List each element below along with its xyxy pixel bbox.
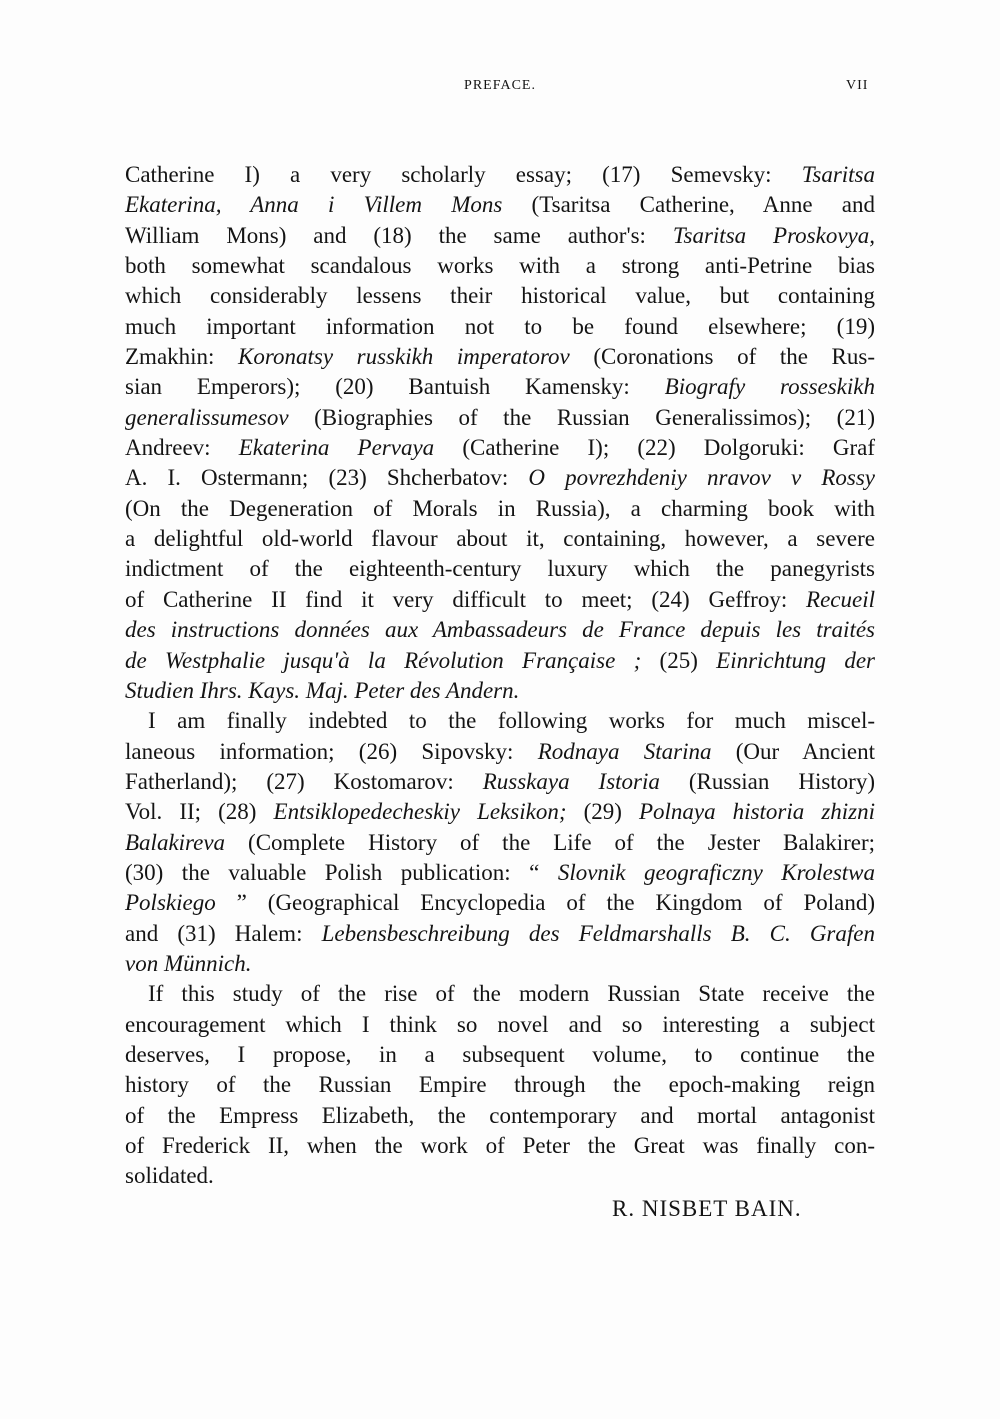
body-text: William Mons) and (18) the same author's:	[125, 222, 673, 248]
text-line	[125, 646, 875, 676]
text-line	[125, 312, 875, 342]
italic-title-text: Ekaterina Pervaya	[238, 435, 435, 461]
text-line	[125, 1010, 875, 1040]
italic-title-text: Rodnaya Starina	[537, 738, 712, 764]
body-text: (On the Degeneration of Morals in Russia), a charming book with	[125, 495, 875, 521]
body-text: history of the Russian Empire through the epoch-making reign	[125, 1072, 875, 1098]
body-text: Fatherland); (27) Kostomarov:	[125, 768, 483, 794]
author-signature: R. NISBET BAIN.	[612, 1196, 802, 1221]
italic-title-text: Russkaya Istoria	[482, 768, 660, 794]
italic-title-text: Einrichtung der	[716, 647, 875, 673]
italic-title-text: von Münnich.	[125, 950, 252, 976]
running-header-title: PREFACE.	[464, 78, 536, 93]
text-line	[125, 372, 875, 402]
text-line	[125, 979, 875, 1009]
italic-title-text: Lebensbeschreibung des Feldmarshalls B. C. Grafen	[321, 920, 875, 946]
text-line	[125, 706, 875, 736]
body-text: indictment of the eighteenth-century luxury which the panegyrists	[125, 556, 875, 582]
text-line	[125, 1131, 875, 1161]
italic-title-text: Entsiklopedecheskiy Leksikon;	[273, 799, 567, 825]
italic-title-text: Recueil	[806, 586, 875, 612]
text-line	[125, 160, 875, 190]
italic-title-text: generalissumesov	[125, 404, 289, 430]
body-text: both somewhat scandalous works with a strong anti-Petrine bias	[125, 253, 875, 279]
text-line	[125, 403, 875, 433]
text-line	[125, 676, 875, 706]
text-line	[125, 828, 875, 858]
text-line	[125, 1040, 875, 1070]
text-line	[125, 585, 875, 615]
text-line	[125, 615, 875, 645]
text-line	[125, 342, 875, 372]
body-text: laneous information; (26) Sipovsky:	[125, 738, 538, 764]
text-line	[125, 251, 875, 281]
text-line	[125, 737, 875, 767]
body-text: A. I. Ostermann; (23) Shcherbatov:	[125, 465, 529, 491]
body-text: a delightful old-world flavour about it, containing, however, a severe	[125, 526, 875, 552]
text-line	[125, 1101, 875, 1131]
body-text: (Our Ancient	[711, 738, 876, 764]
body-text: (Catherine I); (22) Dolgoruki: Graf	[434, 435, 876, 461]
body-text: (Complete History of the Life of the Jester Balakirer;	[225, 829, 875, 855]
italic-title-text: Studien Ihrs. Kays. Maj. Peter des Andern.	[125, 677, 520, 703]
page-number: VII	[846, 78, 869, 93]
body-text: (25)	[641, 647, 717, 673]
italic-title-text: Tsaritsa Proskovya,	[672, 222, 875, 248]
text-line	[125, 554, 875, 584]
italic-title-text: Biografy rosseskikh	[664, 374, 875, 400]
text-line	[125, 949, 875, 979]
italic-title-text: Tsaritsa	[801, 162, 875, 187]
body-text: Zmakhin:	[125, 344, 239, 370]
body-text: (Russian History)	[659, 768, 875, 794]
italic-title-text: de Westphalie jusqu'à la Révolution Française ;	[125, 647, 642, 673]
body-text: of Frederick II, when the work of Peter the Great was finally con-	[125, 1133, 875, 1158]
body-text: of the Empress Elizabeth, the contemporary and mortal antagonist	[125, 1102, 875, 1128]
text-line	[125, 433, 875, 463]
text-line	[125, 858, 875, 888]
body-text: deserves, I propose, in a subsequent volume, to continue the	[125, 1041, 875, 1067]
body-text: Vol. II; (28)	[125, 799, 274, 825]
text-line	[125, 281, 875, 311]
text-line	[125, 494, 875, 524]
body-text: sian Emperors); (20) Bantuish Kamensky:	[125, 374, 665, 400]
body-text: solidated.	[125, 1163, 214, 1189]
text-line	[125, 1161, 875, 1191]
text-line	[125, 919, 875, 949]
body-text: (Coronations of the Rus-	[569, 344, 875, 370]
text-line	[125, 797, 875, 827]
text-line	[125, 190, 875, 220]
text-line	[125, 767, 875, 797]
body-text: Catherine I) a very scholarly essay; (17) Semevsky:	[125, 162, 802, 187]
text-line	[125, 524, 875, 554]
body-text: If this study of the rise of the modern Russian State receive the	[125, 981, 875, 1007]
italic-title-text: O povrezhdeniy nravov v Rossy	[528, 465, 875, 491]
italic-title-text: Balakireva	[125, 829, 226, 855]
body-text: of Catherine II find it very difficult to meet; (24) Geffroy:	[125, 586, 807, 612]
text-line	[125, 888, 875, 918]
body-text: Andreev:	[125, 435, 239, 461]
body-text: I am finally indebted to the following works for much miscel-	[125, 708, 875, 734]
body-text: encouragement which I think so novel and so interesting a subject	[125, 1011, 875, 1037]
italic-title-text: Ekaterina, Anna i Villem Mons	[125, 192, 503, 218]
text-line	[125, 1070, 875, 1100]
body-text: which considerably lessens their historical value, but containing	[125, 283, 875, 309]
body-text: (29)	[566, 799, 639, 825]
body-text: ” (Geographical Encyclopedia of the Kingdom of Poland)	[215, 890, 875, 916]
body-text: and (31) Halem:	[125, 920, 322, 946]
body-text: (Tsaritsa Catherine, Anne and	[502, 192, 875, 218]
text-line	[125, 221, 875, 251]
italic-title-text: Slovnik geograficzny Krolestwa	[557, 859, 875, 885]
body-text: much important information not to be found elsewhere; (19)	[125, 313, 875, 339]
italic-title-text: Koronatsy russkikh imperatorov	[238, 344, 570, 370]
body-text: (Biographies of the Russian Generalissimos); (21)	[288, 404, 875, 430]
body-text: (30) the valuable Polish publication: “	[125, 859, 558, 885]
text-line	[125, 463, 875, 493]
italic-title-text: des instructions données aux Ambassadeurs de France depuis les traités	[125, 617, 875, 643]
preface-body-text	[125, 160, 875, 1192]
italic-title-text: Polnaya historia zhizni	[638, 799, 876, 825]
italic-title-text: Polskiego	[125, 890, 216, 916]
